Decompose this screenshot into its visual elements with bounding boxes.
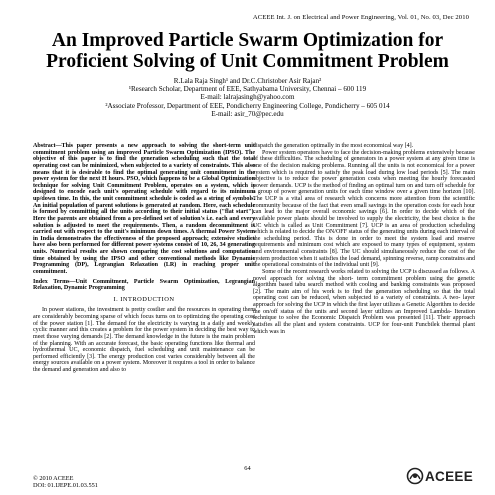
body-paragraph-3: Some of the recent research works related to solving the UCP is discussed as follows. A novel approach for solving the short- term commitment problem using the genetic algorithm based tabu search method with cooling and banking constraints was proposed [2]. The main aim of his work is to find the generation scheduling so that the total operating cost can be reduced, when subjected to a variety of constraints. A two- layer approach for solving the UCP in which the first layer utilizes a Genetic Algorithm to decide the on/off status of the units and second layer utilizes an Improved Lambda- Iteration technique to solve the Economic Dispatch Problem was presented [11]. Their approach satisfies all the plant and system constraints. UCP for four-unit Funcbilek thermal plant which was in xyxy=(253,268,475,335)
body-paragraph-1: dispatch the generation optimally in the most economical way [4]. xyxy=(253,143,414,149)
aceee-logo-icon xyxy=(406,467,424,485)
copyright-text: © 2010 ACEEE xyxy=(33,475,74,482)
left-column xyxy=(33,143,255,374)
footer-left xyxy=(33,475,98,489)
body-paragraph-2: Power system operators have to face the decision-making problems extensively because of these difficulties. The scheduling of generators in a power system at any given time is one of the decision making problems. Running all the units is not economical for a power system which is required to satisfy the peak load during low load periods [5]. The main objective is to reduce the power generation costs when meeting the hourly forecasted power demands. UCP is the method of finding an optimal turn on and turn off schedule for a group of power generation units for each time window over a given time horizon [10]. The UCP is a vital area of research which concerns more attention from the scientific community because of the fact that even small savings in the operation costs for each hour can lead to the major overall economic savings [6]. In order to decide which of the available power plants should be involved to supply the electricity, the best choice is the UC which is called as Unit Commitment [7]. UCP is an area of production scheduling which is related to decide the ON/OFF status of the generating units during each interval of the scheduling period. This is done in order to meet the system load and reserve requirements and minimum cost which are exposed to many types of equipment, system and environmental constraints [8]. The UC should simultaneously reduce the cost of the system production when it satisfies the load demand, spinning reverse, ramp constrains and the operational constraints of the individual unit [9]. xyxy=(253,149,475,269)
author-email-1: E-mail: lalrajasingh@yahoo.com xyxy=(200,93,295,102)
section-heading-introduction: I. INTRODUCTION xyxy=(113,295,175,303)
aceee-logo-text: ACEEE xyxy=(425,469,474,484)
author-affiliation-1: ¹Research Scholar, Department of EEE, Sathyabama University, Chennai – 600 119 xyxy=(128,85,367,94)
author-block xyxy=(20,77,475,118)
journal-header: ACEEE Int. J. on Electrical and Power Engineering, Vol. 01, No. 03, Dec 2010 xyxy=(252,14,469,21)
doi-text: DOI: 01.IJEPE.01.03.551 xyxy=(33,482,98,490)
paper-title: An Improved Particle Swarm Optimization for Proficient Solving of Unit Commitment Problem xyxy=(46,30,449,72)
author-affiliation-2: ²Associate Professor, Department of EEE, Pondicherry Engineering College, Pondicherry – 605 014 xyxy=(105,101,390,110)
page-number: 64 xyxy=(244,465,251,472)
abstract: Abstract—This paper presents a new approach to solving the short-term unit commitment problem using an improved Particle Swarm Optimization (IPSO). The objective of this paper is to find the generation scheduling such that the total operating cost can be minimized, when subjected to a variety of constraints. This also means that it is desirable to find the optimal generating unit commitment in the power system for the next H hours. PSO, which happens to be a Global Optimization technique for solving Unit Commitment Problem, operates on a system, which is designed to encode each unit's operating schedule with regard to its minimum up/down time. In this, the unit commitment schedule is coded as a string of symbols. An initial population of parent solutions is generated at random. Here, each schedule is formed by committing all the units according to their initial status ("flat start"). Here the parents are obtained from a pre-defined set of solution's i.e. each and every solution is adjusted to meet the requirements. Then, a random decommitment is carried out with respect to the unit's minimum down times. A thermal Power System in India demonstrates the effectiveness of the proposed approach; extensive studies have also been performed for different power systems consist of 10, 26, 34 generating units. Numerical results are shown comparing the cost solutions and computation time obtained by using the IPSO and other conventional methods like Dynamic Programming (DP), Legrangian Relaxation (LR) in reaching proper unit commitment. xyxy=(33,143,255,275)
author-names: R.Lala Raja Singh¹ and Dr.C.Christober Asir Rajan² xyxy=(173,77,322,85)
right-column xyxy=(253,143,475,335)
aceee-logo xyxy=(406,467,476,485)
introduction-paragraph: In power stations, the investment is pretty costlier and the resources in operating them are considerably becoming sparse of which focus turns on to optimizing the operating cost of the power station [1]. The demand for the electricity is varying in a daily and weekly cyclic manner and this creates a problem for the power system in deciding the best way to meet those varying demands [2]. The demand knowledge in the future is the main problem of the planning. With an accurate forecast, the basic operating functions like thermal and hydrothermal UC, economic dispatch, fuel scheduling and unit maintenance can be performed efficiently [3]. The energy production cost varies considerably between all the energy sources available on a power system. Moreover it requires a tool in order to balance the demand and generation and also to xyxy=(33,307,255,373)
author-email-2: E-mail: asir_70@pec.edu xyxy=(211,109,284,118)
index-terms: Index Terms—Unit Commitment, Particle Swarm Optimization, Legrangian Relaxation, Dynamic Programming xyxy=(33,278,255,292)
